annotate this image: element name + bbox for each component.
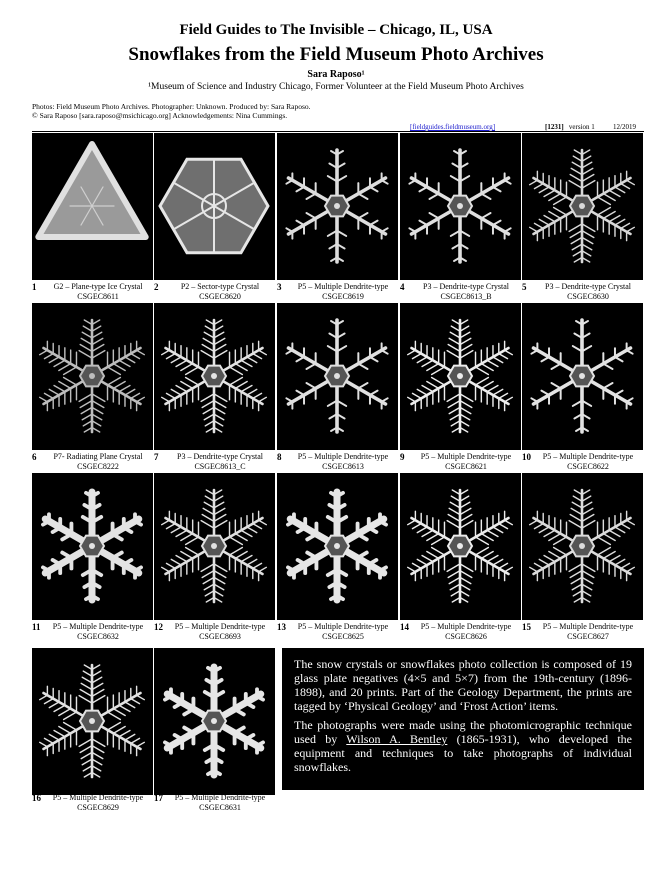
catalog-code: CSGEC8613_C: [194, 462, 246, 471]
snowflake-image: [32, 133, 153, 280]
catalog-code: CSGEC8613_B: [440, 292, 492, 301]
fieldguides-link[interactable]: [fieldguides.fieldmuseum.org]: [410, 123, 496, 131]
catalog-code: CSGEC8625: [322, 632, 364, 641]
photo-number: 6: [32, 452, 37, 462]
bentley-link[interactable]: Wilson A. Bentley: [346, 732, 448, 746]
catalog-code: CSGEC8629: [77, 803, 119, 812]
snowflake-image: [400, 303, 521, 450]
credits: [32, 102, 311, 120]
snowflake-photo: [522, 473, 643, 620]
photo-number: 9: [400, 452, 405, 462]
snowflake-photo: [32, 303, 153, 450]
snowflake-photo: [154, 133, 275, 280]
photo-number: 2: [154, 282, 159, 292]
description-paragraph-2: [294, 718, 632, 774]
snowflake-image: [277, 303, 398, 450]
snowflake-photo: [32, 133, 153, 280]
photo-label: P3 – Dendrite-type Crystal: [545, 282, 631, 291]
snowflake-photo: [400, 303, 521, 450]
snowflake-photo: [154, 473, 275, 620]
author: Sara Raposo¹: [307, 69, 365, 80]
photo-label: P5 – Multiple Dendrite-type: [174, 622, 266, 631]
catalog-code: CSGEC8630: [567, 292, 609, 301]
snowflake-image: [277, 473, 398, 620]
description-paragraph-1: The snow crystals or snowflakes photo collection is composed of 19 glass plate negatives (4×5 and 5×7) from the 19th-century (1896-1898), and 20 prints. Part of the Geology Department, the prints are tagged by ‘Physical Geology’ and ‘Frost Action’ items.: [294, 657, 632, 713]
snowflake-image: [277, 133, 398, 280]
snowflake-image: [522, 473, 643, 620]
snowflake-photo: [277, 303, 398, 450]
photo-number: 3: [277, 282, 282, 292]
catalog-code: CSGEC8611: [77, 292, 119, 301]
photo-number: 15: [522, 622, 531, 632]
photo-label: P5 – Multiple Dendrite-type: [297, 282, 389, 291]
snowflake-image: [522, 133, 643, 280]
photo-label: P3 – Dendrite-type Crystal: [177, 452, 263, 461]
photo-caption: [32, 622, 154, 646]
affiliation: ¹Museum of Science and Industry Chicago, Former Volunteer at the Field Museum Photo Archives: [148, 82, 524, 92]
guide-id: [545, 123, 595, 131]
snowflake-photo: [522, 303, 643, 450]
photo-label: P2 – Sector-type Crystal: [180, 282, 260, 291]
series-title: Field Guides to The Invisible – Chicago, IL, USA: [179, 22, 493, 38]
snowflake-photo: [154, 648, 275, 795]
catalog-code: CSGEC8626: [445, 632, 487, 641]
snowflake-photo: [400, 133, 521, 280]
snowflake-photo: [32, 473, 153, 620]
catalog-code: CSGEC8619: [322, 292, 364, 301]
snowflake-image: [154, 133, 275, 280]
photo-number: 11: [32, 622, 41, 632]
snowflake-photo: [400, 473, 521, 620]
photo-number: 8: [277, 452, 282, 462]
photo-number: 4: [400, 282, 405, 292]
photo-label: P3 – Dendrite-type Crystal: [423, 282, 509, 291]
photo-caption: [32, 793, 154, 817]
photo-caption: [277, 622, 399, 646]
catalog-code: CSGEC8627: [567, 632, 609, 641]
catalog-code: CSGEC8613: [322, 462, 364, 471]
photo-number: 5: [522, 282, 527, 292]
snowflake-image: [400, 473, 521, 620]
snowflake-image: [522, 303, 643, 450]
photo-label: P5 – Multiple Dendrite-type: [542, 452, 634, 461]
header-divider: [32, 131, 644, 132]
snowflake-photo: [277, 133, 398, 280]
snowflake-photo: [32, 648, 153, 795]
snowflake-photo: [277, 473, 398, 620]
snowflake-image: [154, 303, 275, 450]
photo-label: P5 – Multiple Dendrite-type: [52, 622, 144, 631]
photo-number: 14: [400, 622, 409, 632]
photo-label: P5 – Multiple Dendrite-type: [542, 622, 634, 631]
description-box: [282, 648, 644, 790]
photo-number: 13: [277, 622, 286, 632]
credits-line-2: © Sara Raposo [sara.raposo@msichicago.org] Acknowledgements: Nina Cummings.: [32, 111, 288, 120]
guide-number: [1231]: [545, 123, 564, 131]
photo-label: P7- Radiating Plane Crystal: [53, 452, 143, 461]
photo-label: P5 – Multiple Dendrite-type: [420, 452, 512, 461]
catalog-code: CSGEC8620: [199, 292, 241, 301]
snowflake-image: [32, 473, 153, 620]
snowflake-image: [32, 303, 153, 450]
photo-label: P5 – Multiple Dendrite-type: [297, 622, 389, 631]
photo-number: 1: [32, 282, 37, 292]
photo-label: P5 – Multiple Dendrite-type: [52, 793, 144, 802]
photo-caption: [522, 622, 644, 646]
catalog-code: CSGEC8693: [199, 632, 241, 641]
catalog-code: CSGEC8622: [567, 462, 609, 471]
photo-label: P5 – Multiple Dendrite-type: [297, 452, 389, 461]
catalog-code: CSGEC8632: [77, 632, 119, 641]
description-text-end: (1865-1931), who developed the equipment and techniques to take photographs of individual snowflakes.: [294, 732, 632, 774]
snowflake-image: [154, 648, 275, 795]
guide-version: version 1: [568, 123, 595, 131]
photo-caption: [154, 793, 276, 817]
catalog-code: CSGEC8222: [77, 462, 119, 471]
snowflake-photo: [522, 133, 643, 280]
photo-label: G2 – Plane-type Ice Crystal: [53, 282, 143, 291]
guide-date: 12/2019: [613, 123, 636, 131]
photo-label: P5 – Multiple Dendrite-type: [174, 793, 266, 802]
page-title: Snowflakes from the Field Museum Photo Archives: [128, 44, 544, 65]
photo-caption: [400, 622, 522, 646]
photo-number: 17: [154, 793, 163, 803]
description-text: The photographs were made using the photomicrographic technique used by: [294, 718, 632, 746]
photo-number: 7: [154, 452, 159, 462]
photo-caption: [154, 622, 276, 646]
catalog-code: CSGEC8621: [445, 462, 487, 471]
snowflake-image: [32, 648, 153, 795]
snowflake-image: [154, 473, 275, 620]
photo-label: P5 – Multiple Dendrite-type: [420, 622, 512, 631]
photo-number: 16: [32, 793, 41, 803]
photo-number: 12: [154, 622, 163, 632]
credits-line-1: Photos: Field Museum Photo Archives. Photographer: Unknown. Produced by: Sara Raposo.: [32, 102, 311, 111]
photo-number: 10: [522, 452, 531, 462]
snowflake-image: [400, 133, 521, 280]
snowflake-photo: [154, 303, 275, 450]
catalog-code: CSGEC8631: [199, 803, 241, 812]
